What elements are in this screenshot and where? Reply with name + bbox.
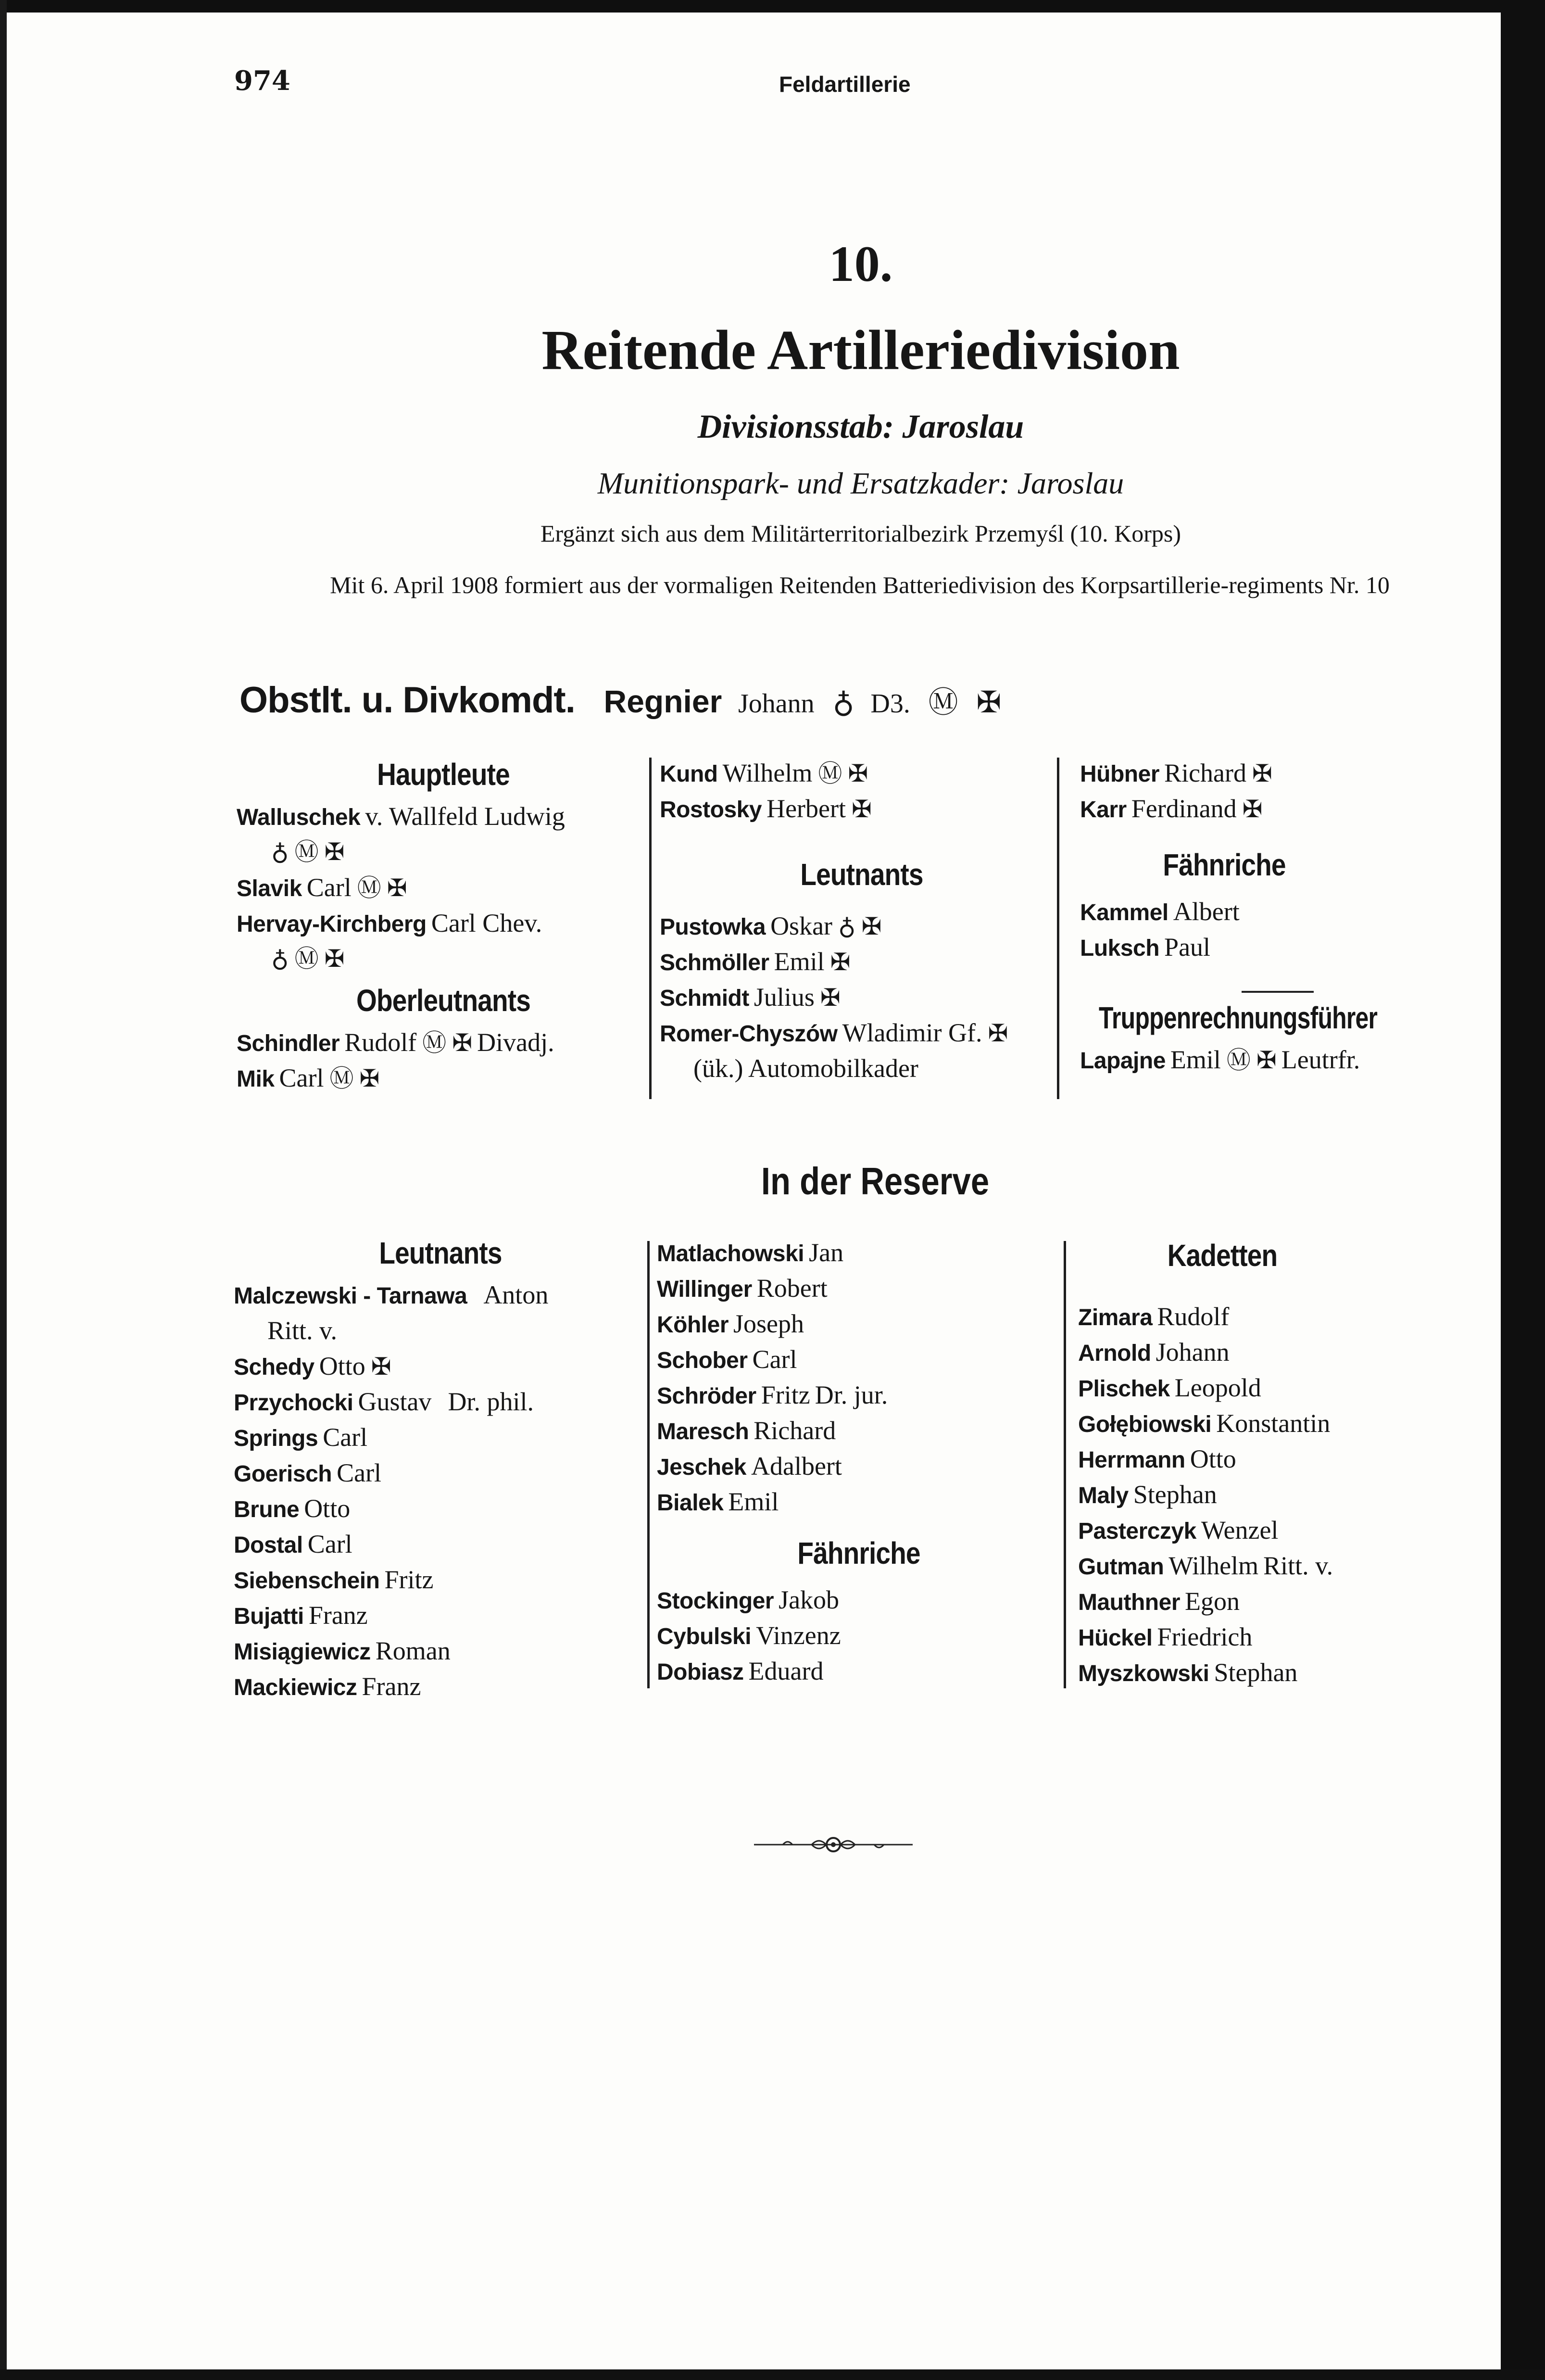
list-item: Bujatti Franz (234, 1601, 368, 1630)
section-leutnants: Leutnants (800, 857, 923, 892)
list-item: Brune Otto (234, 1494, 351, 1523)
scan-edge-left (0, 0, 7, 2380)
list-item: Schober Carl (657, 1345, 797, 1374)
list-item: Przychocki Gustav Dr. phil. (234, 1387, 534, 1416)
list-item-icons (237, 834, 650, 870)
commander-first: Johann (738, 689, 815, 719)
section-oberleutnants: Oberleutnants (356, 983, 530, 1018)
page-number: 974 (234, 65, 290, 97)
list-item: Luksch Paul (1080, 933, 1211, 962)
list-item: Karr Ferdinand ✠ (1080, 794, 1263, 823)
cross-icon: ✠ (371, 1353, 391, 1380)
section-hauptleute: Hauptleute (377, 757, 510, 792)
reserve-col-1 (234, 1229, 647, 1704)
column-divider (649, 758, 652, 1099)
unit-number: 10. (829, 236, 893, 292)
active-col-2 (660, 755, 1064, 1086)
list-item: Kammel Albert (1080, 897, 1240, 926)
list-item: Matlachowski Jan (657, 1238, 844, 1267)
list-item: Dostal Carl (234, 1530, 352, 1558)
list-item: Herrmann Otto (1078, 1444, 1236, 1473)
list-item: Stockinger Jakob (657, 1585, 840, 1614)
list-item: Zimara Rudolf (1078, 1302, 1230, 1331)
column-divider (647, 1241, 650, 1688)
medal-m-icon: Ⓜ (818, 760, 842, 787)
list-item: Schröder Fritz Dr. jur. (657, 1380, 888, 1409)
cross-icon: ✠ (851, 795, 872, 823)
cross-icon: ✠ (1252, 760, 1272, 787)
cross-icon: ✠ (848, 760, 868, 787)
column-divider (1057, 758, 1059, 1099)
section-kadetten: Kadetten (1167, 1238, 1278, 1273)
list-item: Schindler Rudolf Ⓜ ✠ Divadj. (237, 1028, 554, 1057)
commander-rank: Obstlt. u. Divkomdt. (239, 680, 575, 721)
list-item: Schedy Otto ✠ (234, 1352, 391, 1380)
scan-edge-bottom (0, 2369, 1545, 2380)
list-item: Jeschek Adalbert (657, 1452, 842, 1481)
order-icon: ♁ (271, 838, 289, 866)
medal-m-icon: Ⓜ (1226, 1046, 1251, 1074)
medal-m-icon: Ⓜ (357, 874, 381, 902)
list-item: Mackiewicz Franz (234, 1672, 421, 1701)
section-faehnriche: Fähnriche (1163, 848, 1286, 882)
list-item: Springs Carl (234, 1423, 368, 1452)
column-divider (1064, 1241, 1066, 1688)
list-item: Gołębiowski Konstantin (1078, 1409, 1331, 1438)
list-item-icons (237, 941, 650, 976)
list-item: Goerisch Carl (234, 1458, 382, 1487)
commander-line (239, 678, 1001, 721)
commander-name: Regnier (603, 684, 722, 719)
active-col-1 (237, 750, 650, 1096)
list-item: Malczewski - Tarnawa Anton (234, 1280, 549, 1309)
section-reserve-title: In der Reserve (761, 1160, 990, 1203)
running-head: Feldartillerie (779, 72, 911, 97)
list-item: Kund Wilhelm Ⓜ ✠ (660, 759, 868, 787)
list-item: Köhler Joseph (657, 1309, 804, 1338)
ergaenzt-line: Ergänzt sich aus dem Militärterritorialbezirk Przemyśl (10. Korps) (540, 520, 1181, 547)
list-item: Dobiasz Eduard (657, 1657, 824, 1685)
scan-edge-top (0, 0, 1545, 13)
cross-icon: ✠ (387, 874, 407, 902)
list-item: Rostosky Herbert ✠ (660, 794, 872, 823)
list-item: Siebenschein Fritz (234, 1565, 434, 1594)
list-item: Hervay-Kirchberg Carl Chev. (237, 909, 542, 937)
cross-icon: ✠ (452, 1029, 473, 1057)
commander-suffix: D3. (870, 689, 910, 719)
ornament-divider (754, 1830, 913, 1859)
list-item: Mauthner Egon (1078, 1587, 1240, 1616)
cross-icon: ✠ (820, 984, 841, 1012)
list-item: Slavik Carl Ⓜ ✠ (237, 873, 407, 902)
list-item-cont: Ritt. v. (267, 1316, 338, 1345)
list-item: Maly Stephan (1078, 1480, 1217, 1509)
list-item: Mik Carl Ⓜ ✠ (237, 1063, 380, 1092)
order-icon: ♁ (271, 945, 289, 973)
list-item: Willinger Robert (657, 1274, 828, 1303)
list-item: Hückel Friedrich (1078, 1622, 1253, 1651)
cross-icon: ✠ (976, 684, 1002, 720)
medal-m-icon: Ⓜ (294, 945, 319, 973)
cross-icon: ✠ (324, 945, 345, 973)
section-truppenrechnungsfuehrer: Truppenrechnungsführer (1099, 1000, 1378, 1035)
order-icon: ♁ (838, 912, 856, 940)
list-item: Pasterczyk Wenzel (1078, 1516, 1279, 1544)
list-item: Hübner Richard ✠ (1080, 759, 1272, 787)
divisionsstab: Divisionsstab: Jaroslau (697, 408, 1024, 445)
medal-m-icon: Ⓜ (294, 838, 319, 866)
list-item: Schmöller Emil ✠ (660, 947, 851, 976)
cross-icon: ✠ (324, 838, 345, 866)
list-item: Arnold Johann (1078, 1338, 1230, 1367)
section-faehnriche: Fähnriche (797, 1536, 920, 1570)
reserve-col-2 (657, 1235, 1061, 1689)
formiert-line: Mit 6. April 1908 formiert aus der vormaligen Reitenden Batteriedivision des Korpsartillerie-regiments Nr. 10 (330, 571, 1390, 598)
list-item: Myszkowski Stephan (1078, 1658, 1298, 1687)
medal-m-icon: Ⓜ (329, 1064, 354, 1092)
unit-title: Reitende Artilleriedivision (541, 318, 1180, 381)
list-item: Walluschek v. Wallfeld Ludwig (237, 802, 565, 831)
list-item: Plischek Leopold (1078, 1373, 1261, 1402)
list-item: Schmidt Julius ✠ (660, 983, 841, 1012)
list-item: Romer-Chyszów Wladimir Gf. ✠ (660, 1018, 1008, 1047)
list-item: Gutman Wilhelm Ritt. v. (1078, 1551, 1333, 1580)
munitionspark: Munitionspark- und Ersatzkader: Jaroslau (597, 466, 1124, 500)
list-item: Cybulski Vinzenz (657, 1621, 841, 1650)
list-item: Misiągiewicz Roman (234, 1636, 451, 1665)
list-item: Maresch Richard (657, 1416, 836, 1445)
order-icon: ♁ (832, 684, 854, 720)
list-item: Lapajne Emil Ⓜ ✠ Leutrfr. (1080, 1045, 1360, 1074)
list-item: Bialek Emil (657, 1487, 779, 1516)
list-item: Pustowka Oskar ♁ ✠ (660, 911, 882, 940)
active-col-3 (1080, 755, 1484, 1077)
divider-rule (1242, 991, 1314, 993)
reserve-col-3 (1078, 1231, 1482, 1690)
medal-m-icon: Ⓜ (422, 1029, 447, 1057)
cross-icon: ✠ (359, 1064, 380, 1092)
cross-icon: ✠ (1242, 795, 1263, 823)
list-item-note: (ük.) Automobilkader (693, 1054, 918, 1083)
cross-icon: ✠ (830, 948, 851, 976)
cross-icon: ✠ (861, 912, 882, 940)
medal-m-icon: Ⓜ (928, 684, 958, 720)
cross-icon: ✠ (988, 1019, 1008, 1047)
section-leutnants: Leutnants (379, 1236, 502, 1270)
cross-icon: ✠ (1256, 1046, 1277, 1074)
